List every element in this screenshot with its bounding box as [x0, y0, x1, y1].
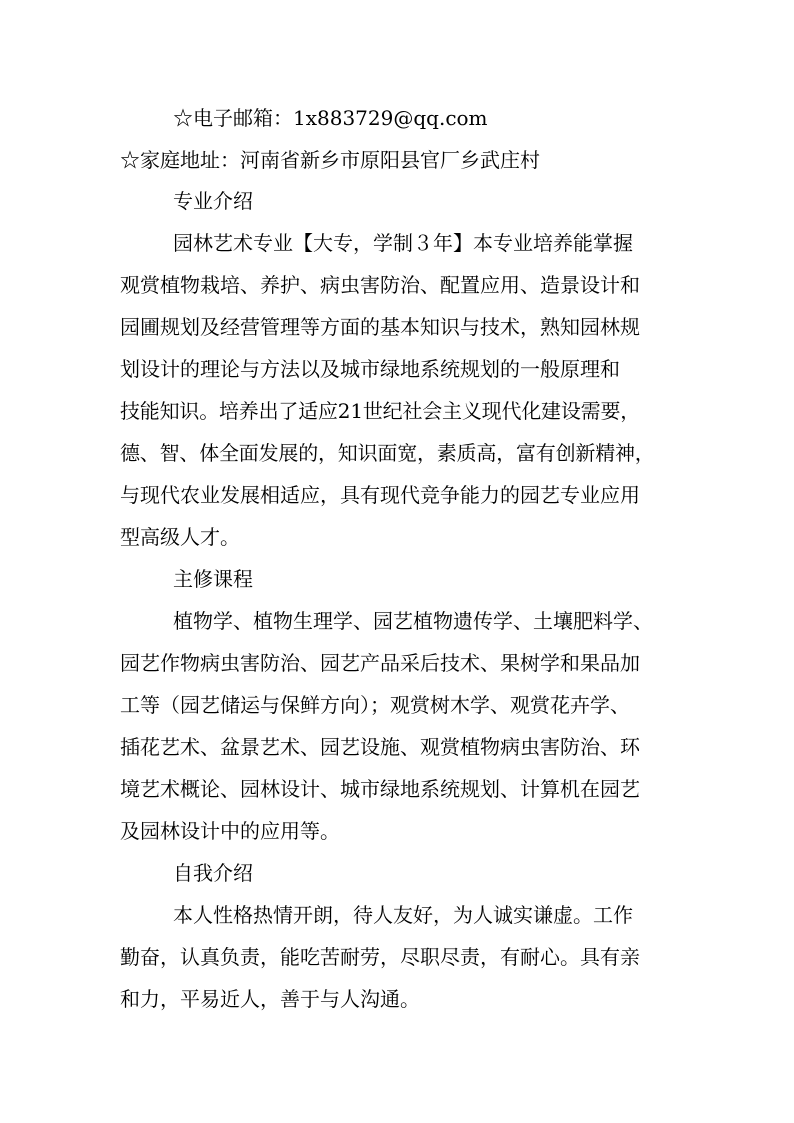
- email-line: ☆电子邮箱：1x883729@qq.com: [173, 106, 488, 130]
- self-intro-line: 本人性格热情开朗，待人友好，为人诚实谦虚。工作: [173, 903, 633, 927]
- courses-heading: 主修课程: [173, 567, 253, 591]
- major-line: 与现代农业发展相适应，具有现代竞争能力的园艺专业应用: [120, 483, 640, 507]
- self-intro-heading: 自我介绍: [173, 861, 253, 885]
- address-line: ☆家庭地址：河南省新乡市原阳县官厂乡武庄村: [120, 148, 540, 172]
- courses-line: 及园林设计中的应用等。: [120, 819, 340, 843]
- major-line: 技能知识。培养出了适应21世纪社会主义现代化建设需要，: [120, 399, 641, 423]
- major-line: 园林艺术专业【大专，学制３年】本专业培养能掌握: [173, 231, 633, 255]
- courses-line: 园艺作物病虫害防治、园艺产品采后技术、果树学和果品加: [120, 651, 640, 675]
- major-line: 园圃规划及经营管理等方面的基本知识与技术，熟知园林规: [120, 315, 640, 339]
- major-line: 划设计的理论与方法以及城市绿地系统规划的一般原理和: [120, 357, 620, 381]
- courses-line: 境艺术概论、园林设计、城市绿地系统规划、计算机在园艺: [120, 777, 640, 801]
- major-line: 型高级人才。: [120, 525, 240, 549]
- self-intro-line: 勤奋，认真负责，能吃苦耐劳，尽职尽责，有耐心。具有亲: [120, 945, 640, 969]
- courses-line: 工等（园艺储运与保鲜方向）；观赏树木学、观赏花卉学、: [120, 693, 630, 717]
- courses-line: 植物学、植物生理学、园艺植物遗传学、土壤肥料学、: [173, 609, 653, 633]
- major-line: 德、智、体全面发展的，知识面宽，素质高，富有创新精神，: [120, 441, 655, 465]
- major-line: 观赏植物栽培、养护、病虫害防治、配置应用、造景设计和: [120, 273, 640, 297]
- major-heading: 专业介绍: [173, 189, 253, 213]
- courses-line: 插花艺术、盆景艺术、园艺设施、观赏植物病虫害防治、环: [120, 735, 640, 759]
- self-intro-line: 和力，平易近人，善于与人沟通。: [120, 987, 420, 1011]
